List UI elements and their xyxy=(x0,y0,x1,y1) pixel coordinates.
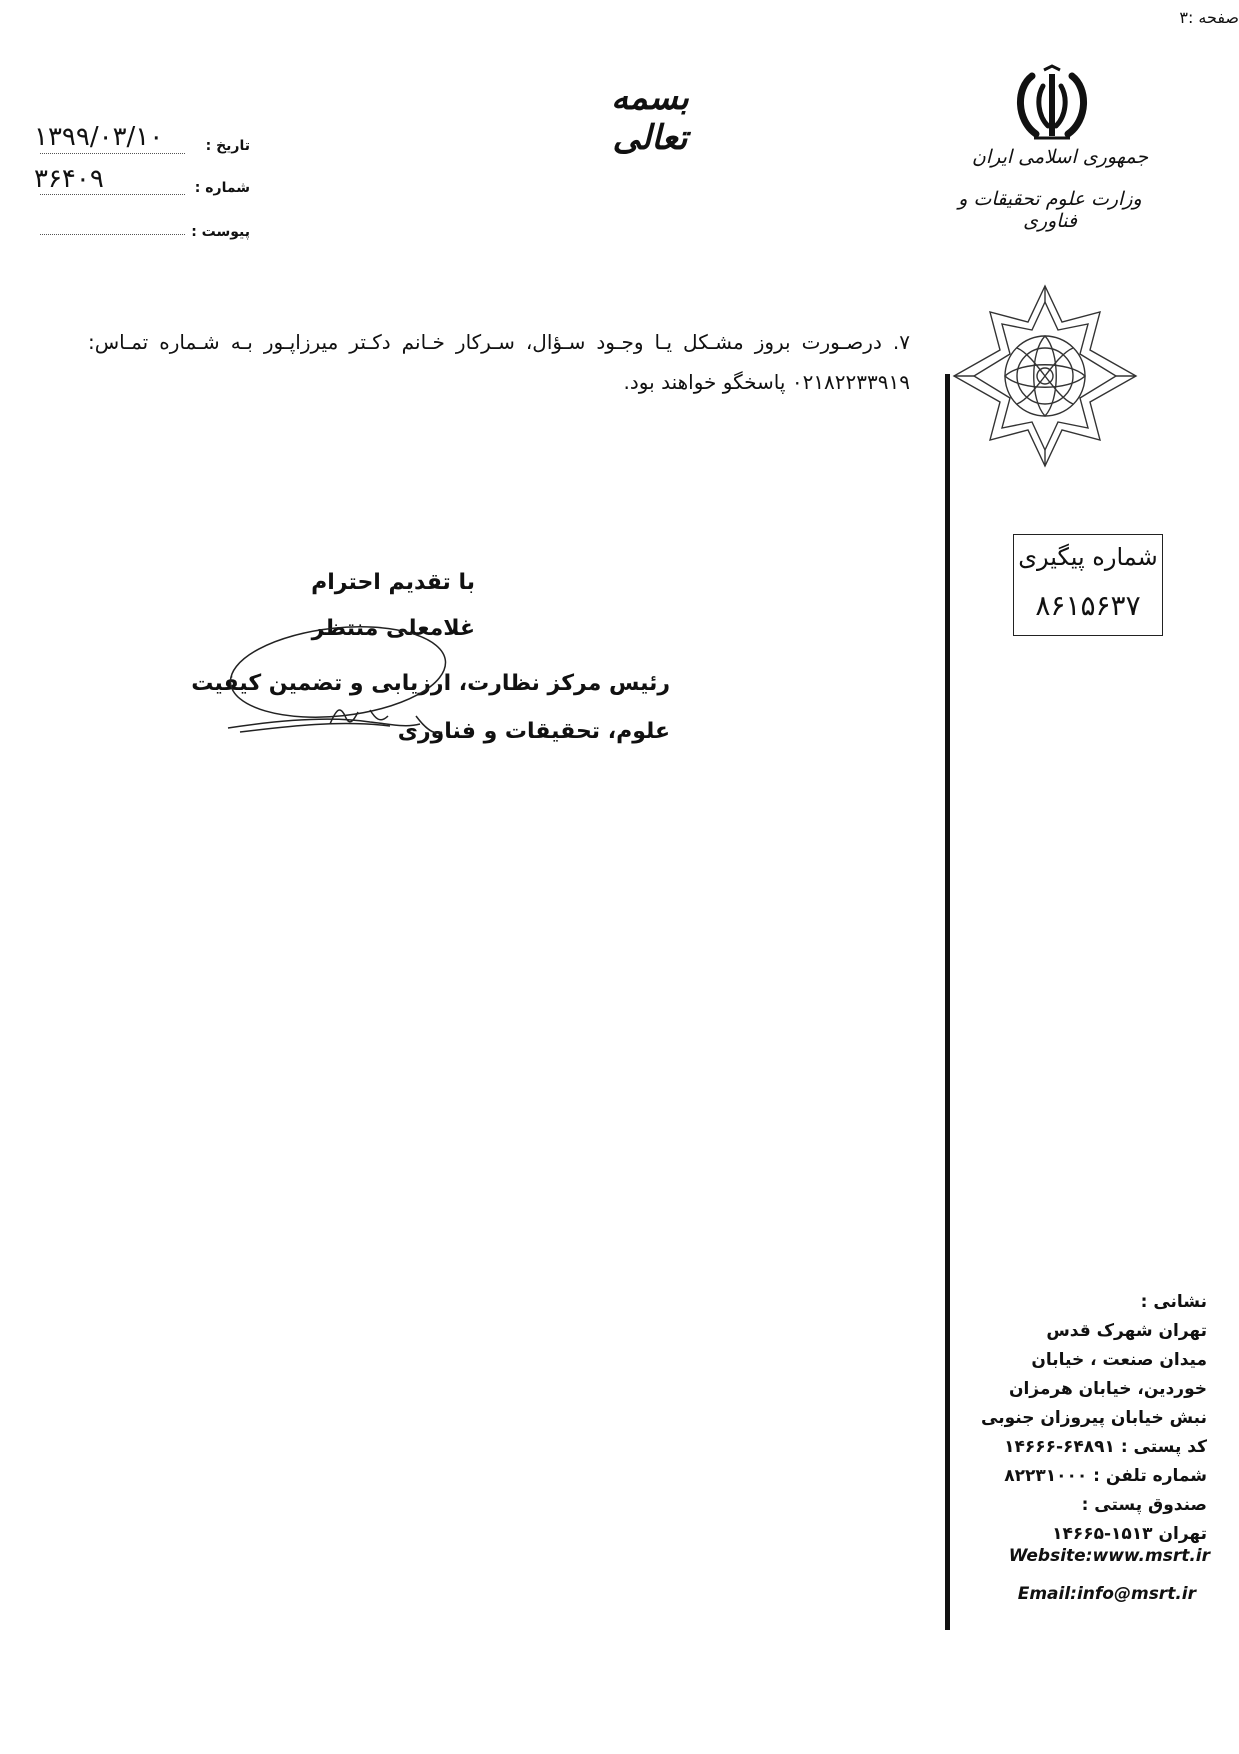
attachment-underline xyxy=(40,234,185,235)
islamic-ornament-icon xyxy=(950,282,1140,470)
phone-number: شماره تلفن : ۸۲۲۳۱۰۰۰ xyxy=(1004,1466,1207,1486)
po-box: تهران ۱۵۱۳-۱۴۶۶۵ xyxy=(1052,1524,1207,1544)
iran-emblem-icon xyxy=(1010,64,1094,144)
org-name-line1: جمهوری اسلامی ایران xyxy=(971,146,1149,168)
handwritten-signature xyxy=(220,620,480,770)
tracking-label: شماره پیگیری xyxy=(1018,543,1158,571)
address-line: نبش خیابان پیروزان جنوبی xyxy=(981,1408,1207,1428)
attachment-label: پیوست : xyxy=(191,224,250,240)
body-paragraph: ۷. درصـورت بروز مشـکل یـا وجـود سـؤال، سـرکار خـانم دکـتر میرزاپـور بـه شـماره تمـاس: ۰۲۱۸۲۲۳۳۹۱۹ پاسخگو خواهند بود. xyxy=(88,330,910,394)
po-box-label: صندوق پستی : xyxy=(1081,1495,1207,1515)
address-block xyxy=(975,1288,1207,1549)
address-label: نشانی : xyxy=(1140,1292,1207,1312)
signer-position: رئیس مرکز نظارت، ارزیابی و تضمین کیفیت علوم، تحقیقات و فناوری xyxy=(191,671,670,744)
website-text: Website:www.msrt.ir xyxy=(1008,1546,1210,1566)
number-label: شماره : xyxy=(194,180,250,196)
address-line: خوردین، خیابان هرمزان xyxy=(1008,1379,1207,1399)
closing-phrase: با تقدیم احترام xyxy=(311,570,475,595)
tracking-number-box xyxy=(1013,534,1163,636)
address-line: تهران شهرک قدس xyxy=(1046,1321,1207,1341)
vertical-divider xyxy=(945,374,950,1630)
tracking-value: ۸۶۱۵۶۳۷ xyxy=(1035,589,1141,622)
address-line: میدان صنعت ، خیابان xyxy=(1031,1350,1207,1370)
org-name-line2: وزارت علوم تحقیقات و فناوری xyxy=(958,188,1142,232)
signer-name: غلامعلی منتظر xyxy=(311,616,475,641)
number-value: ۳۶۴۰۹ xyxy=(34,164,104,194)
email-text: Email:info@msrt.ir xyxy=(1017,1584,1196,1604)
postal-code: کد پستی : ۶۴۸۹۱-۱۴۶۶۶ xyxy=(1004,1437,1207,1457)
date-label: تاریخ : xyxy=(205,138,250,154)
bismillah-heading: بسمه تعالی xyxy=(611,78,689,158)
number-underline xyxy=(40,194,185,195)
page-number: صفحه :۳ xyxy=(1179,8,1239,27)
date-underline xyxy=(40,153,185,154)
date-value: ۱۳۹۹/۰۳/۱۰ xyxy=(34,122,164,152)
